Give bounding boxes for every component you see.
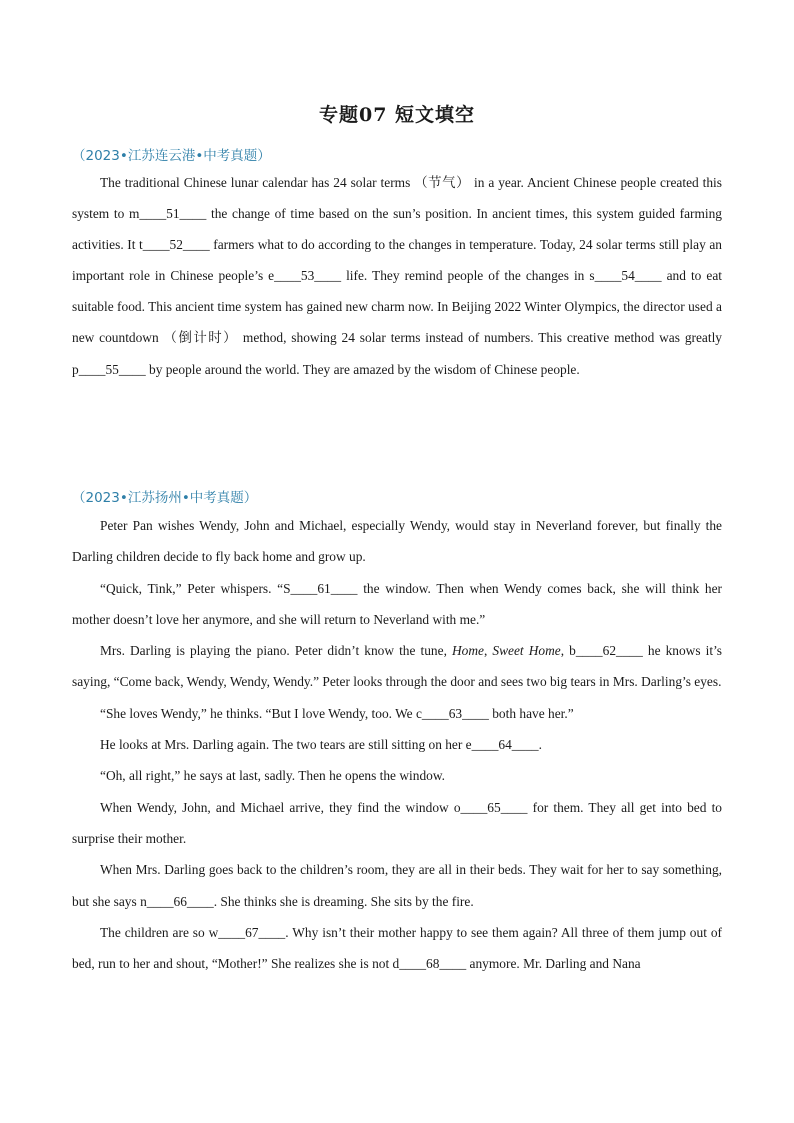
passage (72, 167, 722, 385)
paragraph: “She loves Wendy,” he thinks. “But I love Wendy, too. We c____63____ both have her.” (100, 705, 574, 721)
paragraph: “Oh, all right,” he says at last, sadly. Then he opens the window. (100, 768, 445, 784)
section-source-label: （2023•江苏扬州•中考真题） (72, 490, 258, 506)
song-title-italic: Home (452, 643, 484, 659)
paragraph: When Wendy, John, and Michael arrive, they find the window o____65____ for them. They all get into bed to surprise their mother. (72, 799, 722, 846)
paragraph-text: , b____62____ he knows it’s saying, “Come back, Wendy, Wendy, Wendy.” Peter looks through the door and sees two big tears in Mrs. Darling’s eyes. (72, 643, 722, 690)
paragraph: He looks at Mrs. Darling again. The two tears are still sitting on her e____64____. (100, 737, 542, 753)
paragraph: The traditional Chinese lunar calendar has 24 solar terms （节气） in a year. Ancient Chinese people created this system to m____51____ the change of time based on the sun’s position. In ancient times, this system guided farming activities. It t____52____ farmers what to do according to the changes in temperature. Today, 24 solar terms still play an important role in Chinese people’s e____53____ life. They remind people of the changes in s____54____ and to eat suitable food. This ancient time system has gained new charm now. In Beijing 2022 Winter Olympics, the director used a new countdown （倒计时） method, showing 24 solar terms instead of numbers. This creative method was greatly p____55____ by people around the world. They are amazed by the wisdom of Chinese people. (72, 175, 722, 377)
song-title-italic: Sweet Home (492, 643, 561, 659)
paragraph: Peter Pan wishes Wendy, John and Michael, especially Wendy, would stay in Neverland forever, but finally the Darling children decide to fly back home and grow up. (72, 518, 722, 565)
section-source-label: （2023•江苏连云港•中考真题） (72, 148, 271, 164)
paragraph-text: Mrs. Darling is playing the piano. Peter didn’t know the tune, (100, 643, 452, 659)
paragraph: When Mrs. Darling goes back to the children’s room, they are all in their beds. They wait for her to say something, but she says n____66____. She thinks she is dreaming. She sits by the fire. (72, 862, 722, 909)
paragraph: “Quick, Tink,” Peter whispers. “S____61____ the window. Then when Wendy comes back, she will think her mother doesn’t love her anymore, and she will return to Neverland with me.” (72, 580, 722, 627)
paragraph-text: , (483, 643, 493, 659)
paragraph (72, 635, 722, 698)
passage (72, 510, 722, 979)
page-title: 专题07 短文填空 (318, 104, 476, 126)
paragraph: The children are so w____67____. Why isn’t their mother happy to see them again? All three of them jump out of bed, run to her and shout, “Mother!” She realizes she is not d____68____ anymore. Mr. Darling and Nana (72, 924, 722, 972)
